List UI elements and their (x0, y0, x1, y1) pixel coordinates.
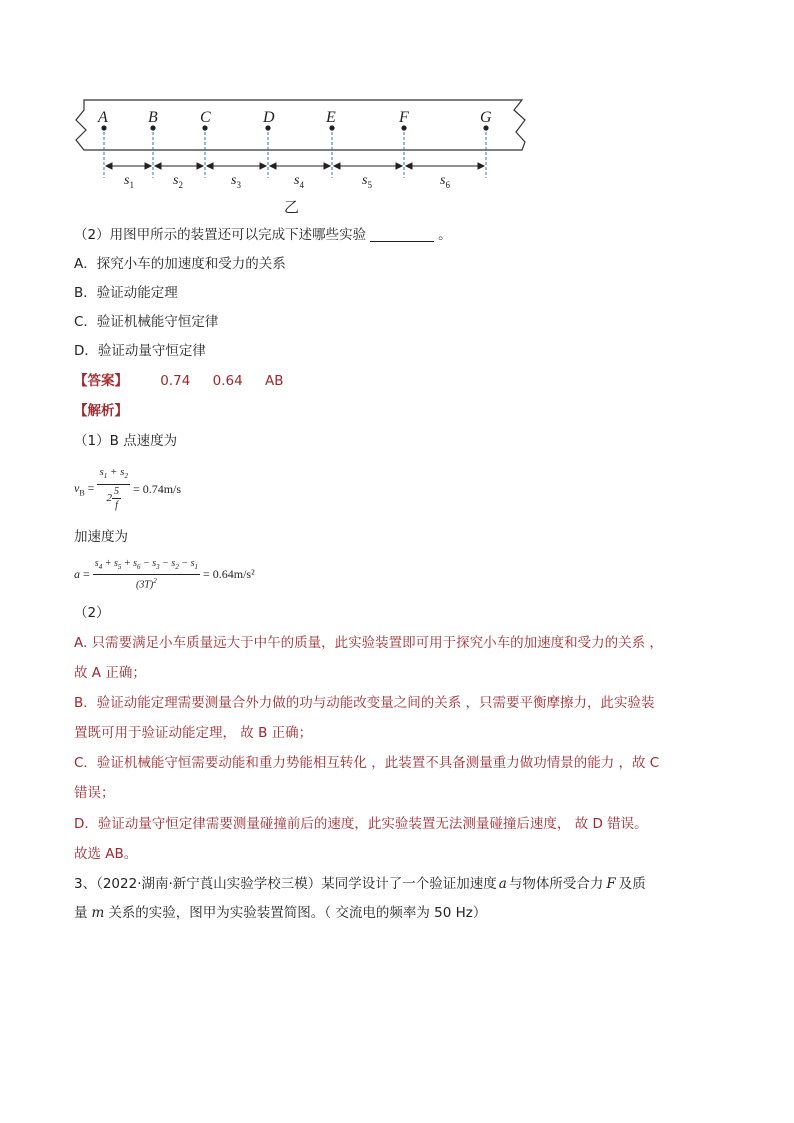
q2-option-a: A．探究小车的加速度和受力的关系 (74, 256, 286, 272)
answer-value-1: 0.74 (160, 373, 191, 389)
point-label-g: G (480, 109, 492, 126)
q3-line1-suffix: 及质 (618, 876, 646, 892)
point-label-e: E (326, 109, 336, 126)
segment-label-s6: $s_6$ (440, 173, 450, 190)
segment-label-s4: $s_4$ (294, 173, 304, 190)
analysis-line-6: 错误； (74, 785, 115, 801)
tape-points (101, 125, 488, 130)
figure-caption: 乙 (284, 198, 300, 216)
segment-label-s2: $s_2$ (173, 173, 183, 190)
q3-line1-mid: 与物体所受合力 (508, 876, 604, 892)
point-label-f: F (399, 109, 409, 126)
q3-line2-prefix: 量 (74, 905, 88, 921)
point-a (101, 125, 106, 130)
q2-option-c: C．验证机械能守恒定律 (74, 314, 219, 330)
tape-outline (76, 100, 525, 150)
tape-figure (70, 92, 540, 222)
analysis-line-4: 置既可用于验证动能定理， 故 B 正确； (74, 725, 313, 741)
answer-value-3: AB (265, 373, 284, 389)
q2-prefix: （2）用图甲所示的装置还可以完成下述哪些实验 (74, 227, 367, 243)
accel-label: 加速度为 (74, 529, 128, 545)
answer-label: 【答案】 (74, 373, 128, 389)
analysis-line-8: 故选 AB。 (74, 846, 138, 862)
answer-blank (370, 227, 434, 242)
point-e (329, 125, 334, 130)
analysis-line-2: 故 A 正确； (74, 665, 146, 681)
point-label-b: B (148, 109, 158, 126)
a-result: = 0.64m/s² (202, 566, 255, 581)
point-f (401, 125, 406, 130)
q3-line2-suffix: 关系的实验，图甲为实验装置简图。（ 交流电的频率为 50 Hz） (108, 905, 487, 921)
vb-formula (74, 462, 181, 516)
segment-label-s3: $s_3$ (231, 173, 241, 190)
point-c (202, 125, 207, 130)
q3-line1-prefix: 3、（2022·湖南·新宁莨山实验学校三模）某同学设计了一个验证加速度 (74, 876, 497, 892)
segment-label-s1: $s_1$ (124, 173, 134, 190)
answer-row (74, 372, 284, 390)
vb-result: = 0.74m/s (132, 481, 182, 496)
a-fraction: $\frac{s_4 + s_5 + s_6 - s_3 - s_2 - s_1}{(3T)^2}$ (94, 557, 198, 591)
analysis-label: 【解析】 (74, 403, 128, 419)
q2-suffix: 。 (438, 227, 452, 243)
a-formula (74, 558, 255, 590)
point-label-a: A (98, 109, 108, 126)
analysis-line-5: C．验证机械能守恒需要动能和重力势能相互转化 ，此装置不具备测量重力做功情景的能力 ，故 C (74, 755, 660, 771)
vb-fraction: $s_1 + s_2$ 2 $\frac{5}{f}$ (99, 466, 128, 511)
q3-var-m: m (91, 905, 105, 921)
a-symbol: a = (74, 566, 90, 581)
q3-line-1 (74, 875, 646, 893)
q3-line-2 (74, 904, 486, 922)
q3-var-f: F (606, 876, 616, 892)
point-label-d: D (263, 109, 275, 126)
segment-label-s5: $s_5$ (362, 173, 372, 190)
analysis-line-3: B．验证动能定理需要测量合外力做的功与动能改变量之间的关系 ，只需要平衡摩擦力，此实验装 (74, 695, 655, 711)
point-label-c: C (200, 109, 211, 126)
point-d (265, 125, 270, 130)
q2-option-d: D．验证动量守恒定律 (74, 343, 206, 359)
q2-option-b: B．验证动能定理 (74, 285, 178, 301)
vb-symbol: $v_B$ = (74, 480, 95, 498)
answer-value-2: 0.64 (212, 373, 243, 389)
q3-var-a: a (498, 876, 507, 892)
analysis-line-7: D．验证动量守恒定律需要测量碰撞前后的速度，此实验装置无法测量碰撞后速度， 故 D 错误。 (74, 816, 648, 832)
point-g (483, 125, 488, 130)
point-b (150, 125, 155, 130)
tape-diagram (70, 92, 540, 222)
analysis-part2-intro: （2） (74, 605, 110, 621)
q2-stem (74, 226, 452, 244)
analysis-line-1: A. 只需要满足小车质量远大于中午的质量，此实验装置即可用于探究小车的加速度和受力的关系 ， (74, 635, 663, 651)
analysis-part1-intro: （1）B 点速度为 (74, 433, 178, 449)
